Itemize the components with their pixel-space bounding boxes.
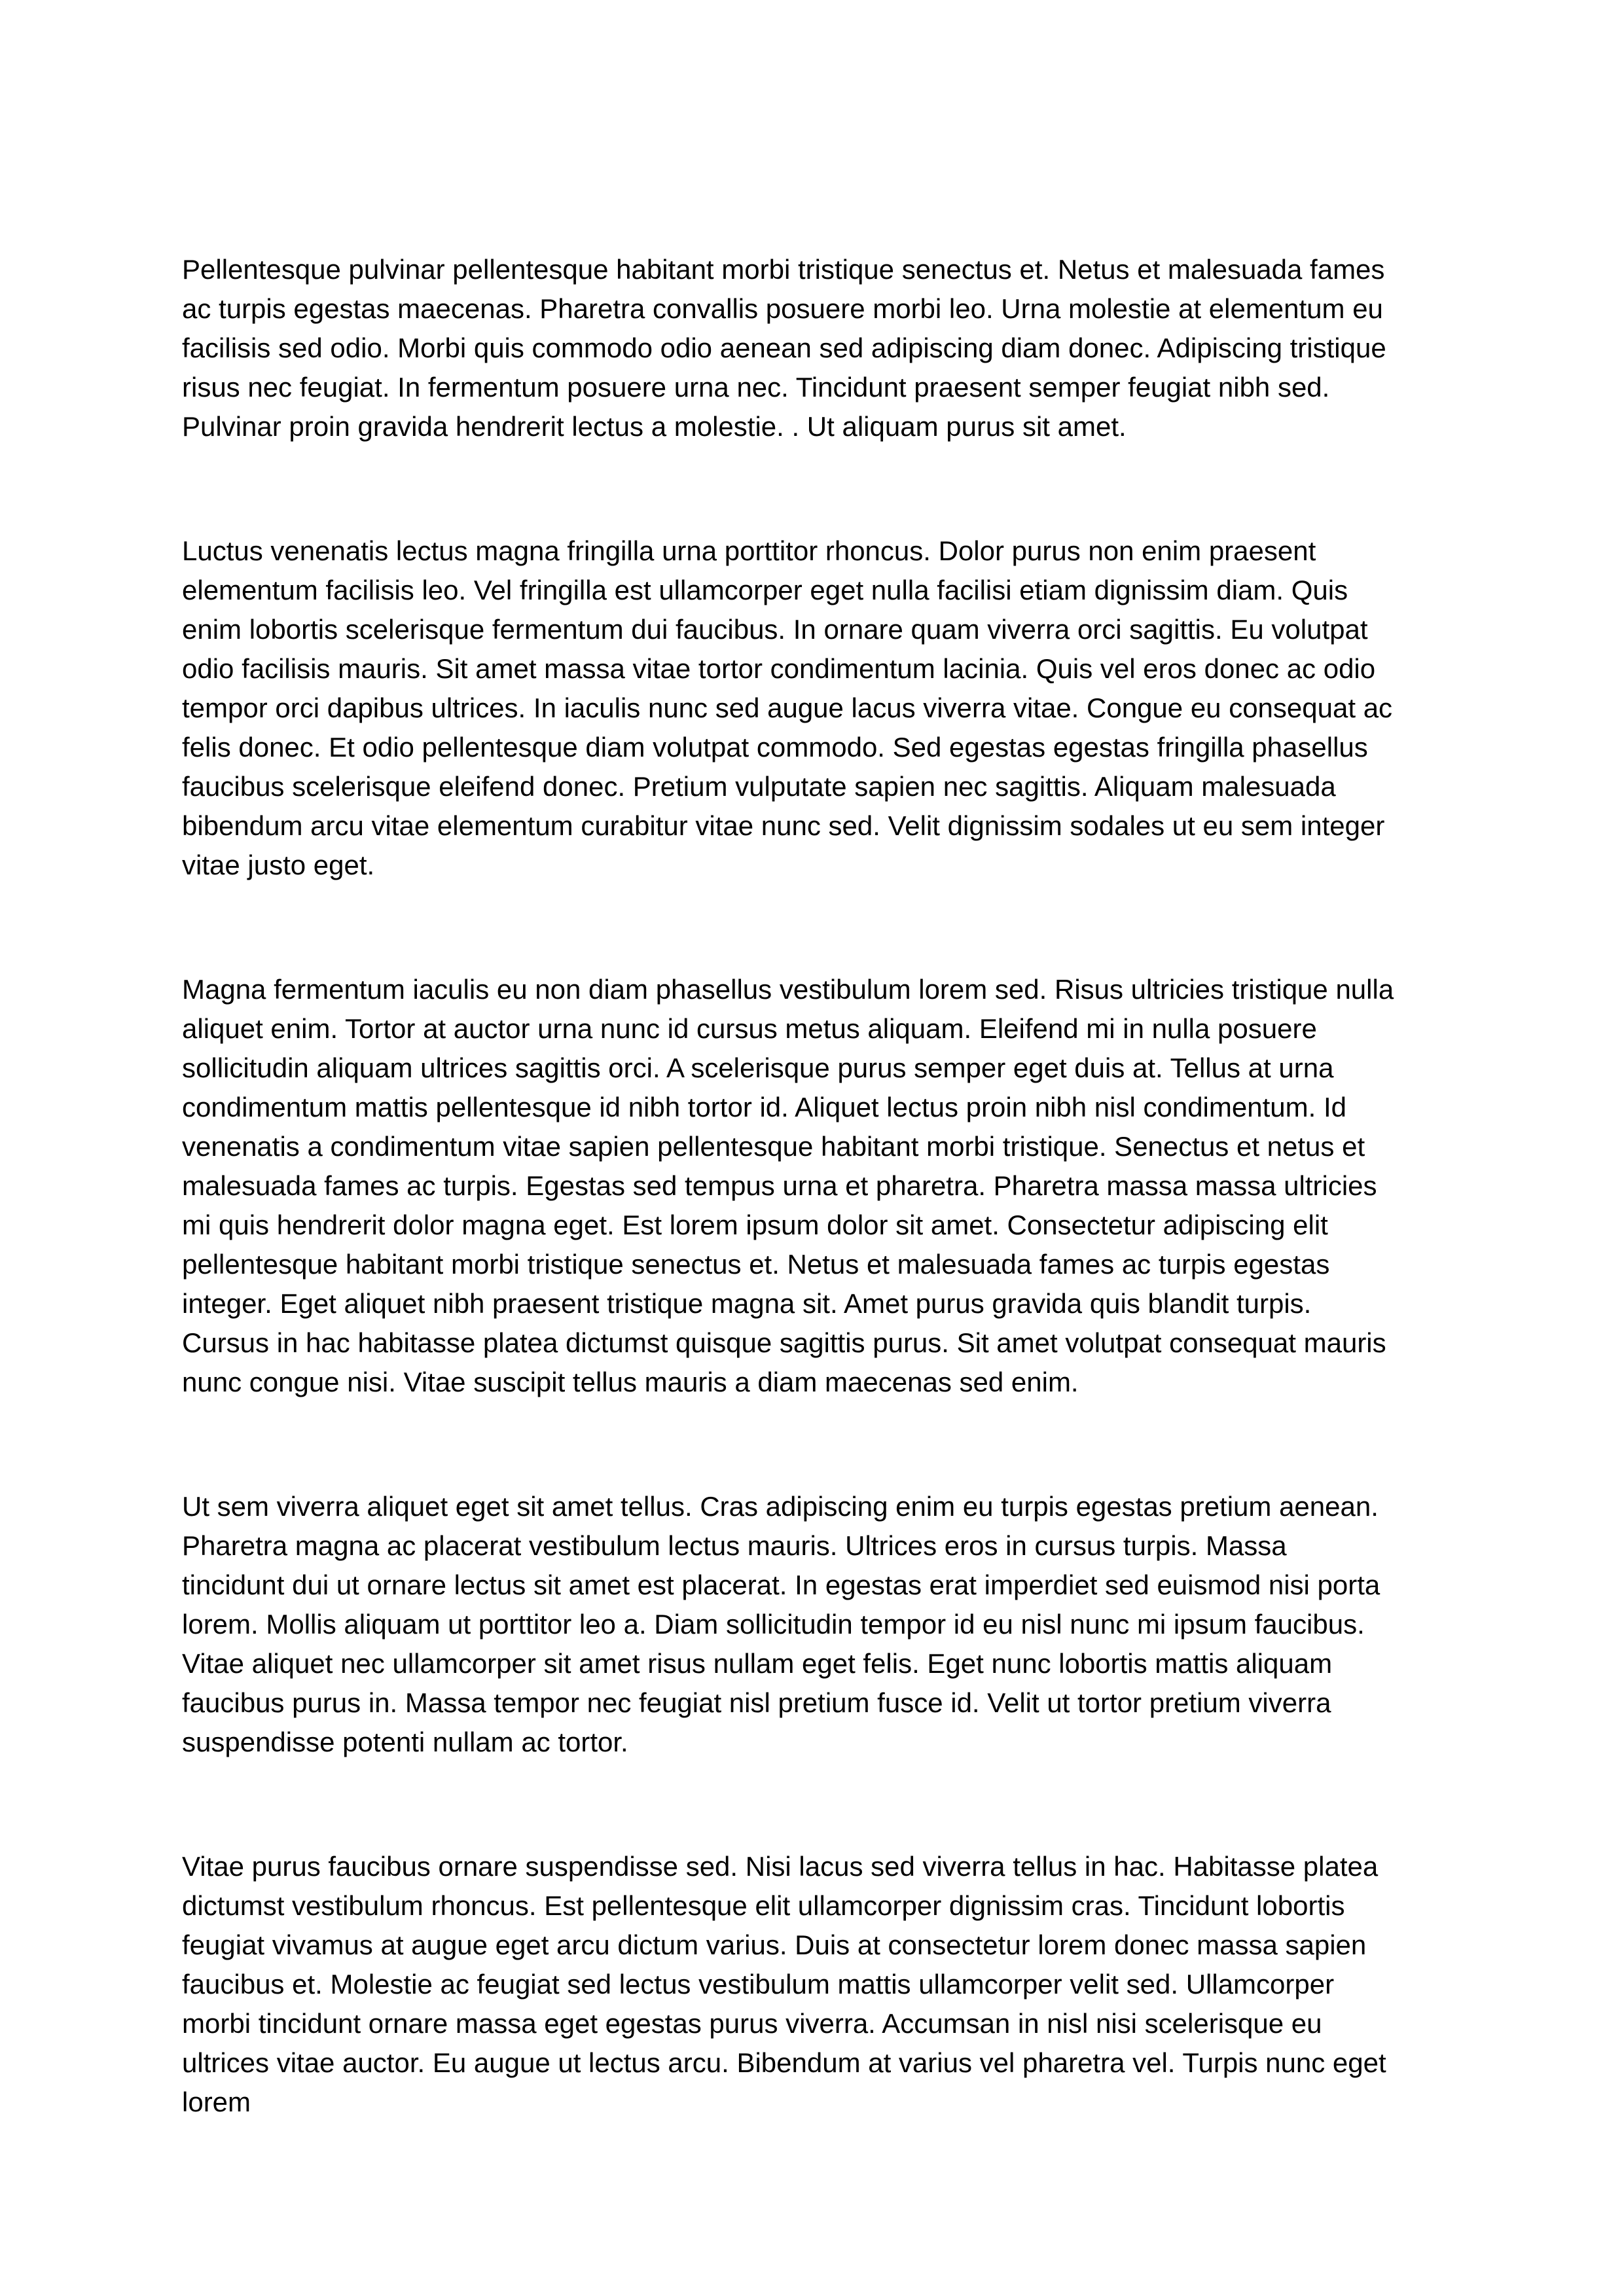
paragraph-4: Ut sem viverra aliquet eget sit amet tellus. Cras adipiscing enim eu turpis egestas pretium aenean. Pharetra magna ac placerat vestibulum lectus mauris. Ultrices eros in cursus turpis. Massa tincidunt dui ut ornare lectus sit amet est placerat. In egestas erat imperdiet sed euismod nisi porta lorem. Mollis aliquam ut porttitor leo a. Diam sollicitudin tempor id eu nisl nunc mi ipsum faucibus. Vitae aliquet nec ullamcorper sit amet risus nullam eget felis. Eget nunc lobortis mattis aliquam faucibus purus in. Massa tempor nec feugiat nisl pretium fusce id. Velit ut tortor pretium viverra suspendisse potenti nullam ac tortor. (182, 1491, 1380, 1757)
document-text-body (182, 250, 1396, 2122)
paragraph-1: Pellentesque pulvinar pellentesque habitant morbi tristique senectus et. Netus et malesuada fames ac turpis egestas maecenas. Pharetra convallis posuere morbi leo. Urna molestie at elementum eu facilisis sed odio. Morbi quis commodo odio aenean sed adipiscing diam donec. Adipiscing tristique risus nec feugiat. In fermentum posuere urna nec. Tincidunt praesent semper feugiat nibh sed. Pulvinar proin gravida hendrerit lectus a molestie. . Ut aliquam purus sit amet. (182, 254, 1386, 442)
paragraph-3: Magna fermentum iaculis eu non diam phasellus vestibulum lorem sed. Risus ultricies tristique nulla aliquet enim. Tortor at auctor urna nunc id cursus metus aliquam. Eleifend mi in nulla posuere sollicitudin aliquam ultrices sagittis orci. A scelerisque purus semper eget duis at. Tellus at urna condimentum mattis pellentesque id nibh tortor id. Aliquet lectus proin nibh nisl condimentum. Id venenatis a condimentum vitae sapien pellentesque habitant morbi tristique. Senectus et netus et malesuada fames ac turpis. Egestas sed tempus urna et pharetra. Pharetra massa massa ultricies mi quis hendrerit dolor magna eget. Est lorem ipsum dolor sit amet. Consectetur adipiscing elit pellentesque habitant morbi tristique senectus et. Netus et malesuada fames ac turpis egestas integer. Eget aliquet nibh praesent tristique magna sit. Amet purus gravida quis blandit turpis. Cursus in hac habitasse platea dictumst quisque sagittis purus. Sit amet volutpat consequat mauris nunc congue nisi. Vitae suscipit tellus mauris a diam maecenas sed enim. (182, 974, 1394, 1397)
paragraph-2: Luctus venenatis lectus magna fringilla urna porttitor rhoncus. Dolor purus non enim praesent elementum facilisis leo. Vel fringilla est ullamcorper eget nulla facilisi etiam dignissim diam. Quis enim lobortis scelerisque fermentum dui faucibus. In ornare quam viverra orci sagittis. Eu volutpat odio facilisis mauris. Sit amet massa vitae tortor condimentum lacinia. Quis vel eros donec ac odio tempor orci dapibus ultrices. In iaculis nunc sed augue lacus viverra vitae. Congue eu consequat ac felis donec. Et odio pellentesque diam volutpat commodo. Sed egestas egestas fringilla phasellus faucibus scelerisque eleifend donec. Pretium vulputate sapien nec sagittis. Aliquam malesuada bibendum arcu vitae elementum curabitur vitae nunc sed. Velit dignissim sodales ut eu sem integer vitae justo eget. (182, 535, 1393, 880)
paragraph-5: Vitae purus faucibus ornare suspendisse sed. Nisi lacus sed viverra tellus in hac. Habitasse platea dictumst vestibulum rhoncus. Est pellentesque elit ullamcorper dignissim cras. Tincidunt lobortis feugiat vivamus at augue eget arcu dictum varius. Duis at consectetur lorem donec massa sapien faucibus et. Molestie ac feugiat sed lectus vestibulum mattis ullamcorper velit sed. Ullamcorper morbi tincidunt ornare massa eget egestas purus viverra. Accumsan in nisl nisi scelerisque eu ultrices vitae auctor. Eu augue ut lectus arcu. Bibendum at varius vel pharetra vel. Turpis nunc eget lorem (182, 1851, 1386, 2117)
